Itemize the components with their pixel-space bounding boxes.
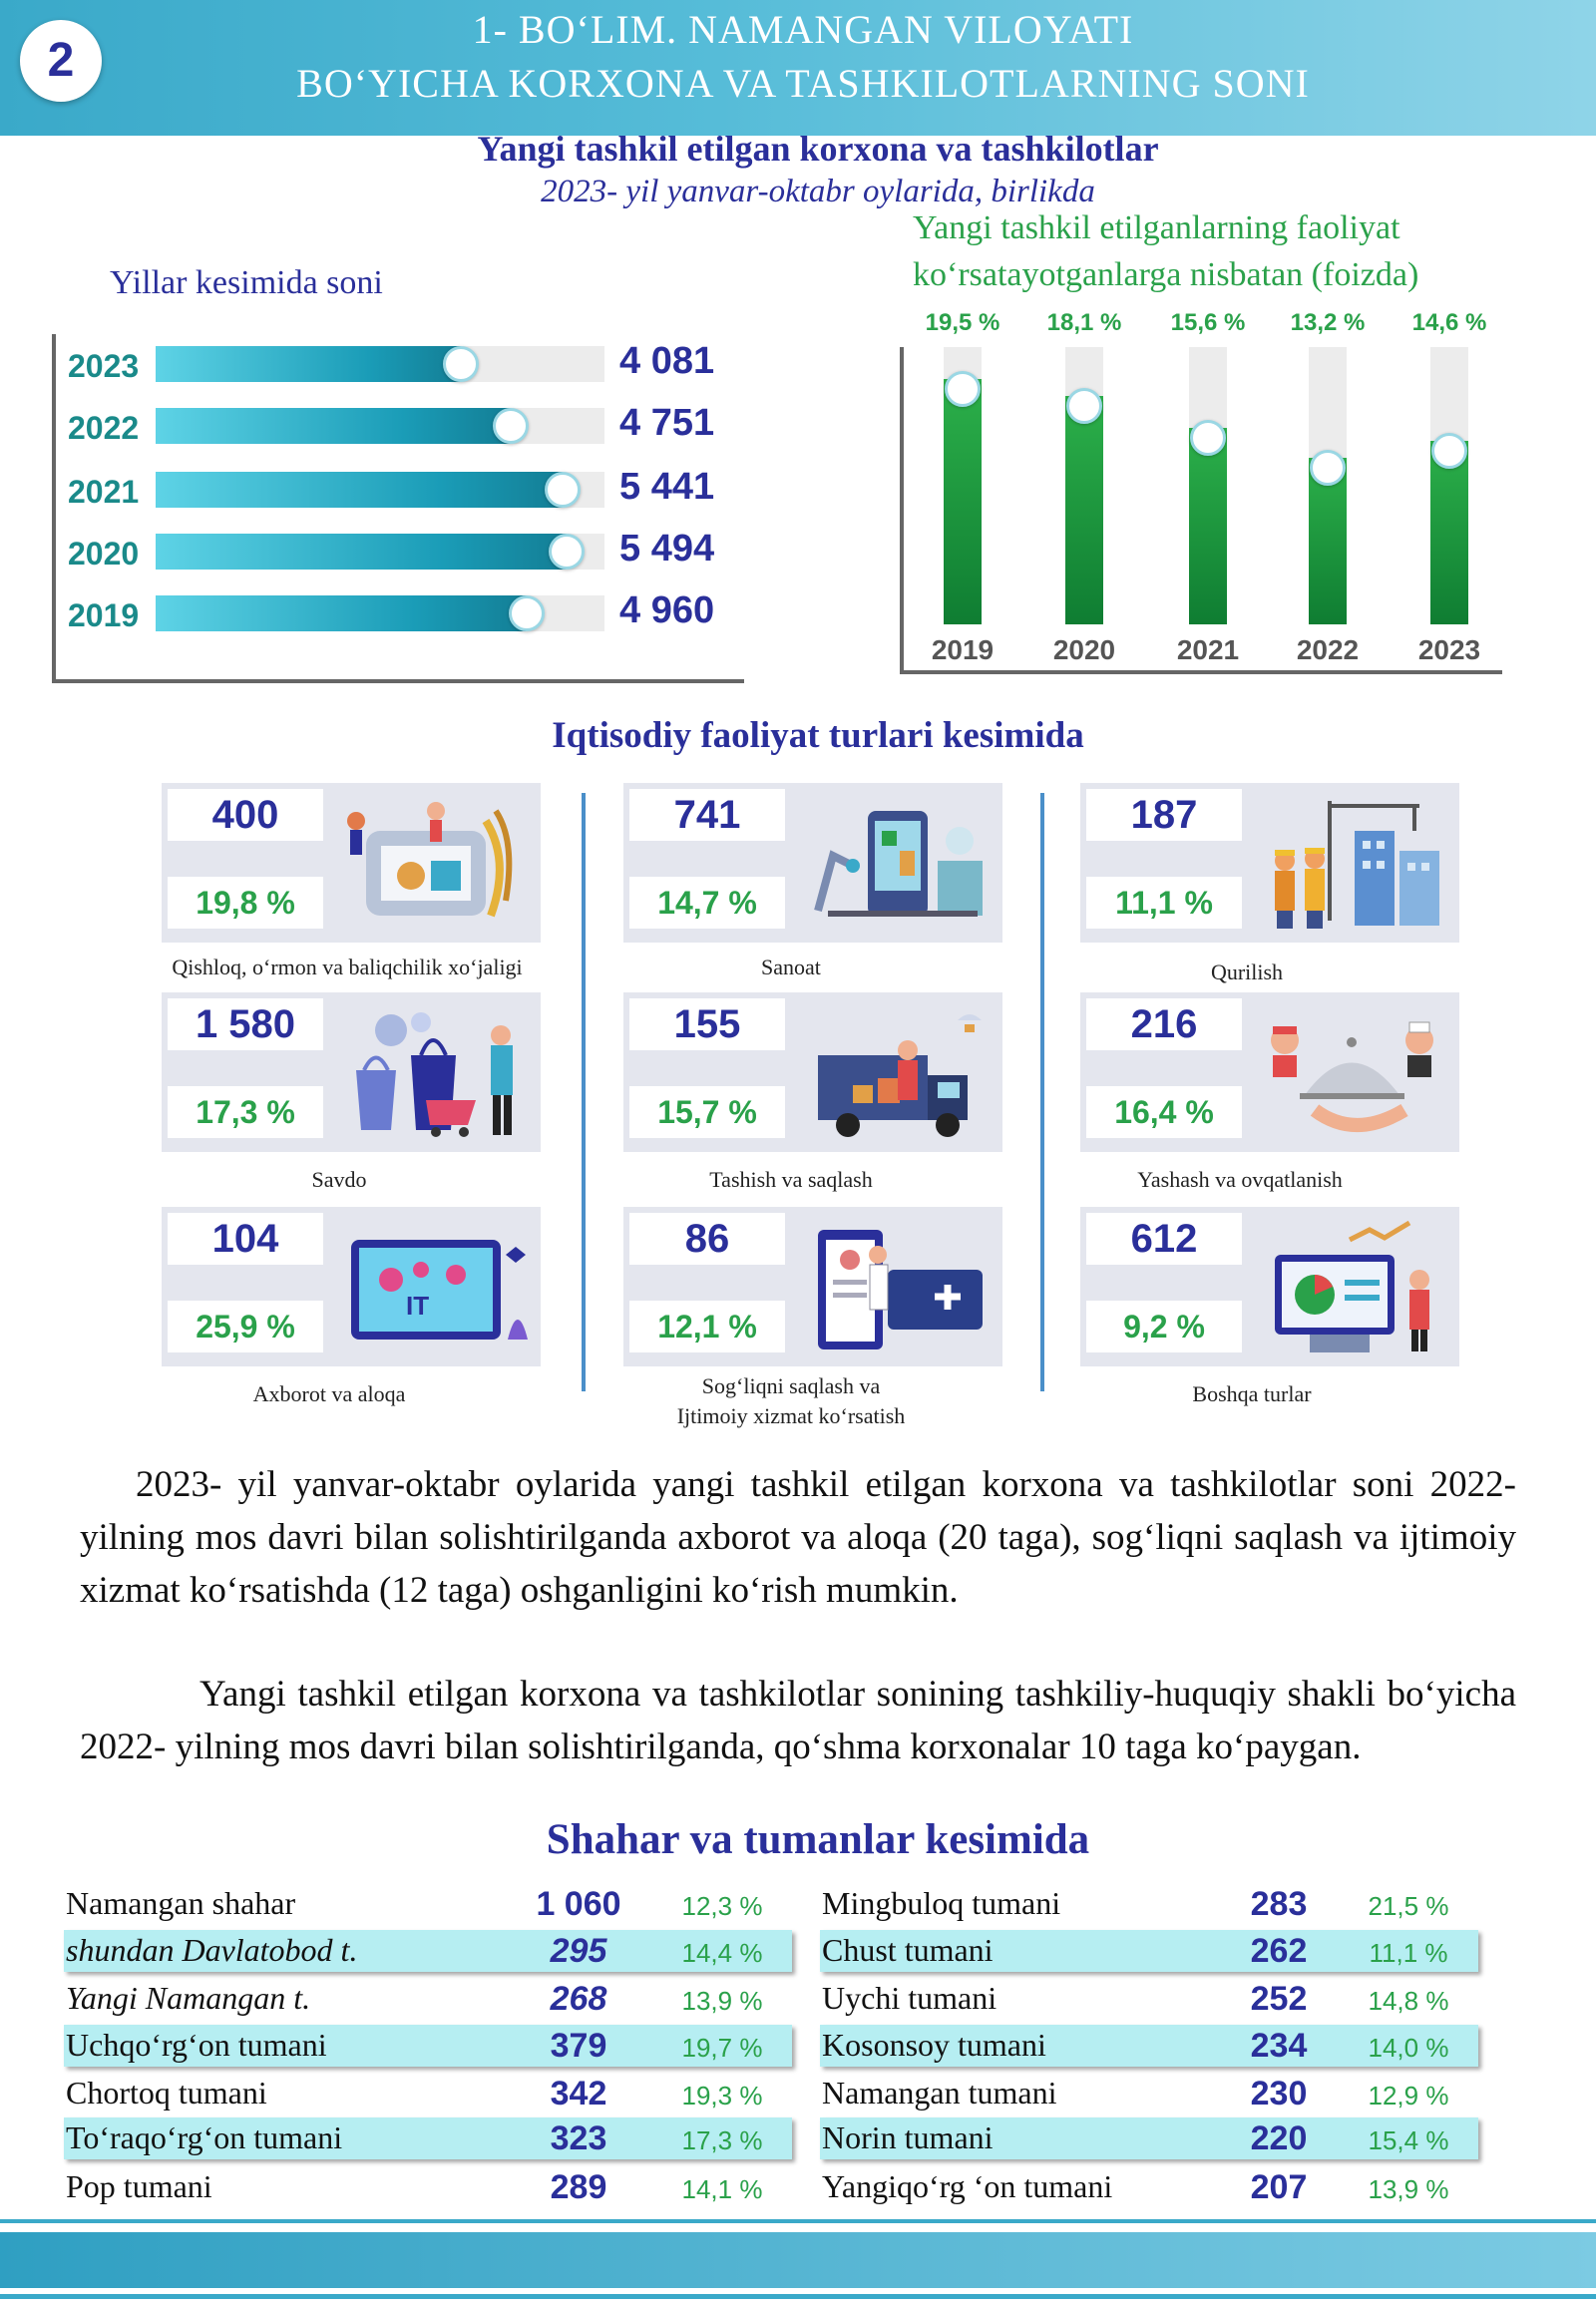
- page-footer: [0, 2232, 1596, 2288]
- table-row: [820, 1978, 1478, 2020]
- activity-percent: 9,2 %: [1086, 1301, 1242, 1352]
- activity-label-line2: Ijtimoiy xizmat ko‘rsatish: [676, 1403, 906, 1428]
- activity-card-healthcare: [623, 1207, 1002, 1366]
- bar-year-label: 2019: [68, 597, 140, 633]
- district-percent: 11,1 %: [1369, 1938, 1448, 1968]
- bar: [156, 472, 563, 508]
- table-row: [64, 1978, 792, 2020]
- activity-percent: 14,7 %: [629, 877, 785, 929]
- activity-label: Axborot va aloqa: [252, 1381, 406, 1406]
- right-chart-title-line2: ko‘rsatayotganlarga nisbatan (foizda): [913, 256, 1419, 293]
- footer-divider: [0, 2294, 1596, 2299]
- activity-label: Sanoat: [761, 955, 821, 979]
- activity-percent: 12,1 %: [629, 1301, 785, 1352]
- activity-label: Savdo: [311, 1167, 367, 1192]
- district-value: 1 060: [536, 1885, 621, 1923]
- district-name: Chortoq tumani: [66, 2075, 267, 2111]
- activity-label: Boshqa turlar: [1192, 1381, 1312, 1406]
- district-name: Kosonsoy tumani: [822, 2027, 1046, 2063]
- district-percent: 14,1 %: [681, 2174, 763, 2204]
- bar-knob: [1066, 388, 1102, 424]
- bar-year-label: 2020: [1052, 634, 1116, 665]
- district-name: Chust tumani: [822, 1932, 994, 1968]
- bar-year-label: 2020: [68, 536, 140, 572]
- bar-value-label: 4 081: [619, 340, 715, 382]
- bar-value-label: 4 751: [619, 402, 715, 444]
- district-name: Uchqo‘rg‘on tumani: [66, 2027, 327, 2063]
- activity-card-food-service: [1080, 992, 1459, 1152]
- district-percent: 14,4 %: [681, 1938, 763, 1968]
- svg-text:IT: IT: [406, 1291, 430, 1321]
- paragraph-2: Yangi tashkil etilgan korxona va tashkilotlar sonining tashkiliy-huquqiy shakli bo‘yicha 2022- yilning mos davri bilan solishtirilganda, qo‘shma korxonalar 10 taga ko‘paygan.: [80, 1674, 1516, 1767]
- district-percent: 19,3 %: [681, 2081, 763, 2111]
- table-row: [820, 2117, 1478, 2159]
- bar-value-label: 14,6 %: [1411, 309, 1487, 336]
- activity-value: 216: [1086, 998, 1242, 1050]
- district-value: 323: [550, 2119, 607, 2157]
- district-name: Yangi Namangan t.: [66, 1980, 311, 2016]
- bar-year-label: 2021: [68, 474, 140, 510]
- activity-percent: 15,7 %: [629, 1086, 785, 1138]
- activity-value: 400: [168, 789, 323, 841]
- activity-label: Qurilish: [1210, 960, 1284, 984]
- district-value: 283: [1250, 1885, 1308, 1923]
- table-row: [820, 2166, 1478, 2208]
- bar: [1189, 428, 1227, 624]
- left-chart-title: Yillar kesimida soni: [110, 264, 383, 301]
- bar-knob: [1310, 450, 1346, 486]
- activity-percent: 11,1 %: [1086, 877, 1242, 929]
- activity-label: Yashash va ovqatlanish: [1137, 1167, 1343, 1192]
- district-value: 207: [1250, 2168, 1308, 2206]
- activity-card-agriculture: [162, 783, 541, 943]
- district-value: 268: [550, 1980, 607, 2018]
- district-value: 230: [1250, 2075, 1308, 2113]
- header-title-line2: BO‘YICHA KORXONA VA TASHKILOTLARNING SONI: [296, 61, 1310, 106]
- activity-value: 187: [1086, 789, 1242, 841]
- industry-illustration-icon: [798, 791, 993, 935]
- district-percent: 19,7 %: [681, 2033, 763, 2063]
- activity-percent: 17,3 %: [168, 1086, 323, 1138]
- bar-year-label: 2022: [68, 410, 140, 446]
- activity-card-construction: [1080, 783, 1459, 943]
- bar-value-label: 15,6 %: [1170, 309, 1246, 336]
- district-name: Uychi tumani: [822, 1980, 998, 2016]
- district-value: 295: [550, 1932, 607, 1970]
- district-percent: 12,3 %: [681, 1891, 763, 1921]
- bar-value-label: 5 441: [619, 466, 715, 508]
- district-value: 342: [550, 2075, 607, 2113]
- table-row: [64, 2025, 792, 2067]
- district-percent: 14,0 %: [1368, 2033, 1449, 2063]
- bar-knob: [1431, 433, 1467, 469]
- column-divider: [1040, 793, 1044, 1391]
- bar-knob: [549, 534, 585, 570]
- district-name: Pop tumani: [66, 2168, 212, 2204]
- table-row: [820, 2025, 1478, 2067]
- paragraph-1: 2023- yil yanvar-oktabr oylarida yangi tashkil etilgan korxona va tashkilotlar soni 2022- yilning mos davri bilan solishtirilganda axborot va aloqa (20 taga), sog‘liqni saqlash va ijtimoiy xizmat ko‘rsatishda (12 taga) oshganligini ko‘rish mumkin.: [80, 1464, 1516, 1611]
- percent-bar-chart: [900, 309, 1502, 674]
- bar-value-label: 5 494: [619, 528, 715, 570]
- agriculture-illustration-icon: [336, 791, 531, 935]
- section-title: Yangi tashkil etilgan korxona va tashkilotlar: [477, 129, 1159, 169]
- activity-percent: 25,9 %: [168, 1301, 323, 1352]
- district-name: Namangan shahar: [66, 1885, 296, 1921]
- bar-year-label: 2023: [1417, 634, 1481, 665]
- table-row: [820, 2073, 1478, 2114]
- activity-percent: 19,8 %: [168, 877, 323, 929]
- bar-year-label: 2019: [931, 634, 995, 665]
- bar-knob: [945, 371, 981, 407]
- header-title-line1: 1- BO‘LIM. NAMANGAN VILOYATI: [472, 7, 1134, 52]
- district-name: Mingbuloq tumani: [822, 1885, 1061, 1921]
- activity-card-transport: [623, 992, 1002, 1152]
- section-subtitle: 2023- yil yanvar-oktabr oylarida, birlikda: [541, 174, 1095, 209]
- district-name: shundan Davlatobod t.: [66, 1932, 358, 1968]
- district-value: 289: [550, 2168, 607, 2206]
- bar-value-label: 19,5 %: [925, 309, 1000, 336]
- district-value: 220: [1250, 2119, 1308, 2157]
- district-name: Yangiqo‘rg ‘on tumani: [822, 2168, 1113, 2204]
- healthcare-illustration-icon: [798, 1215, 993, 1358]
- activity-card-other: [1080, 1207, 1459, 1366]
- bar: [156, 346, 461, 382]
- bar-year-label: 2022: [1296, 634, 1360, 665]
- bar: [156, 534, 567, 570]
- district-value: 234: [1250, 2027, 1308, 2065]
- district-name: To‘raqo‘rg‘on tumani: [66, 2119, 343, 2155]
- activity-card-industry: [623, 783, 1002, 943]
- activity-value: 1 580: [168, 998, 323, 1050]
- activity-label-line1: Sog‘liqni saqlash va: [701, 1373, 881, 1398]
- bar: [156, 595, 527, 631]
- table-row: [64, 1883, 792, 1925]
- footer-divider: [0, 2219, 1596, 2223]
- bar-knob: [443, 346, 479, 382]
- district-percent: 12,9 %: [1368, 2081, 1449, 2111]
- district-value: 252: [1250, 1980, 1308, 2018]
- shopping-illustration-icon: [336, 1000, 531, 1144]
- construction-illustration-icon: [1255, 791, 1449, 935]
- table-row: [64, 2117, 792, 2159]
- right-chart-title-line1: Yangi tashkil etilganlarning faoliyat: [913, 209, 1400, 246]
- bar-year-label: 2023: [68, 348, 140, 384]
- bar-knob: [545, 472, 581, 508]
- food-service-illustration-icon: [1255, 1000, 1449, 1144]
- bar-value-label: 18,1 %: [1046, 309, 1122, 336]
- bar: [944, 379, 982, 624]
- district-percent: 13,9 %: [1368, 2174, 1449, 2204]
- analytics-board-illustration-icon: [1255, 1215, 1449, 1358]
- column-divider: [582, 793, 586, 1391]
- activity-label: Tashish va saqlash: [709, 1167, 873, 1192]
- delivery-truck-illustration-icon: [798, 1000, 993, 1144]
- table-row: [820, 1930, 1478, 1972]
- district-percent: 13,9 %: [681, 1986, 763, 2016]
- activity-card-trade: [162, 992, 541, 1152]
- district-name: Namangan tumani: [822, 2075, 1057, 2111]
- district-name: Norin tumani: [822, 2119, 994, 2155]
- table-row: [64, 2073, 792, 2114]
- bar-knob: [509, 595, 545, 631]
- district-percent: 21,5 %: [1368, 1891, 1449, 1921]
- bar: [1065, 396, 1103, 624]
- years-bar-chart: [52, 334, 744, 683]
- activity-card-it: [162, 1207, 541, 1366]
- district-percent: 17,3 %: [681, 2125, 763, 2155]
- page-number-badge: 2: [20, 20, 102, 102]
- bar-knob: [1190, 420, 1226, 456]
- activity-value: 155: [629, 998, 785, 1050]
- activity-value: 104: [168, 1213, 323, 1265]
- district-percent: 14,8 %: [1368, 1986, 1449, 2016]
- bar-year-label: 2021: [1176, 634, 1240, 665]
- activity-percent: 16,4 %: [1086, 1086, 1242, 1138]
- district-percent: 15,4 %: [1368, 2125, 1449, 2155]
- activity-value: 612: [1086, 1213, 1242, 1265]
- activity-value: 86: [629, 1213, 785, 1265]
- bar: [156, 408, 511, 444]
- table-row: [820, 1883, 1478, 1925]
- table-row: [64, 1930, 792, 1972]
- bar-knob: [493, 408, 529, 444]
- district-value: 379: [550, 2027, 607, 2065]
- activity-value: 741: [629, 789, 785, 841]
- district-value: 262: [1250, 1932, 1308, 1970]
- activity-label: Qishloq, o‘rmon va baliqchilik xo‘jaligi: [172, 955, 523, 979]
- it-monitor-illustration-icon: [336, 1215, 531, 1358]
- bar-value-label: 4 960: [619, 589, 715, 631]
- table-row: [64, 2166, 792, 2208]
- bar-value-label: 13,2 %: [1290, 309, 1366, 336]
- districts-title: Shahar va tumanlar kesimida: [546, 1816, 1090, 1863]
- activities-title: Iqtisodiy faoliyat turlari kesimida: [552, 715, 1084, 756]
